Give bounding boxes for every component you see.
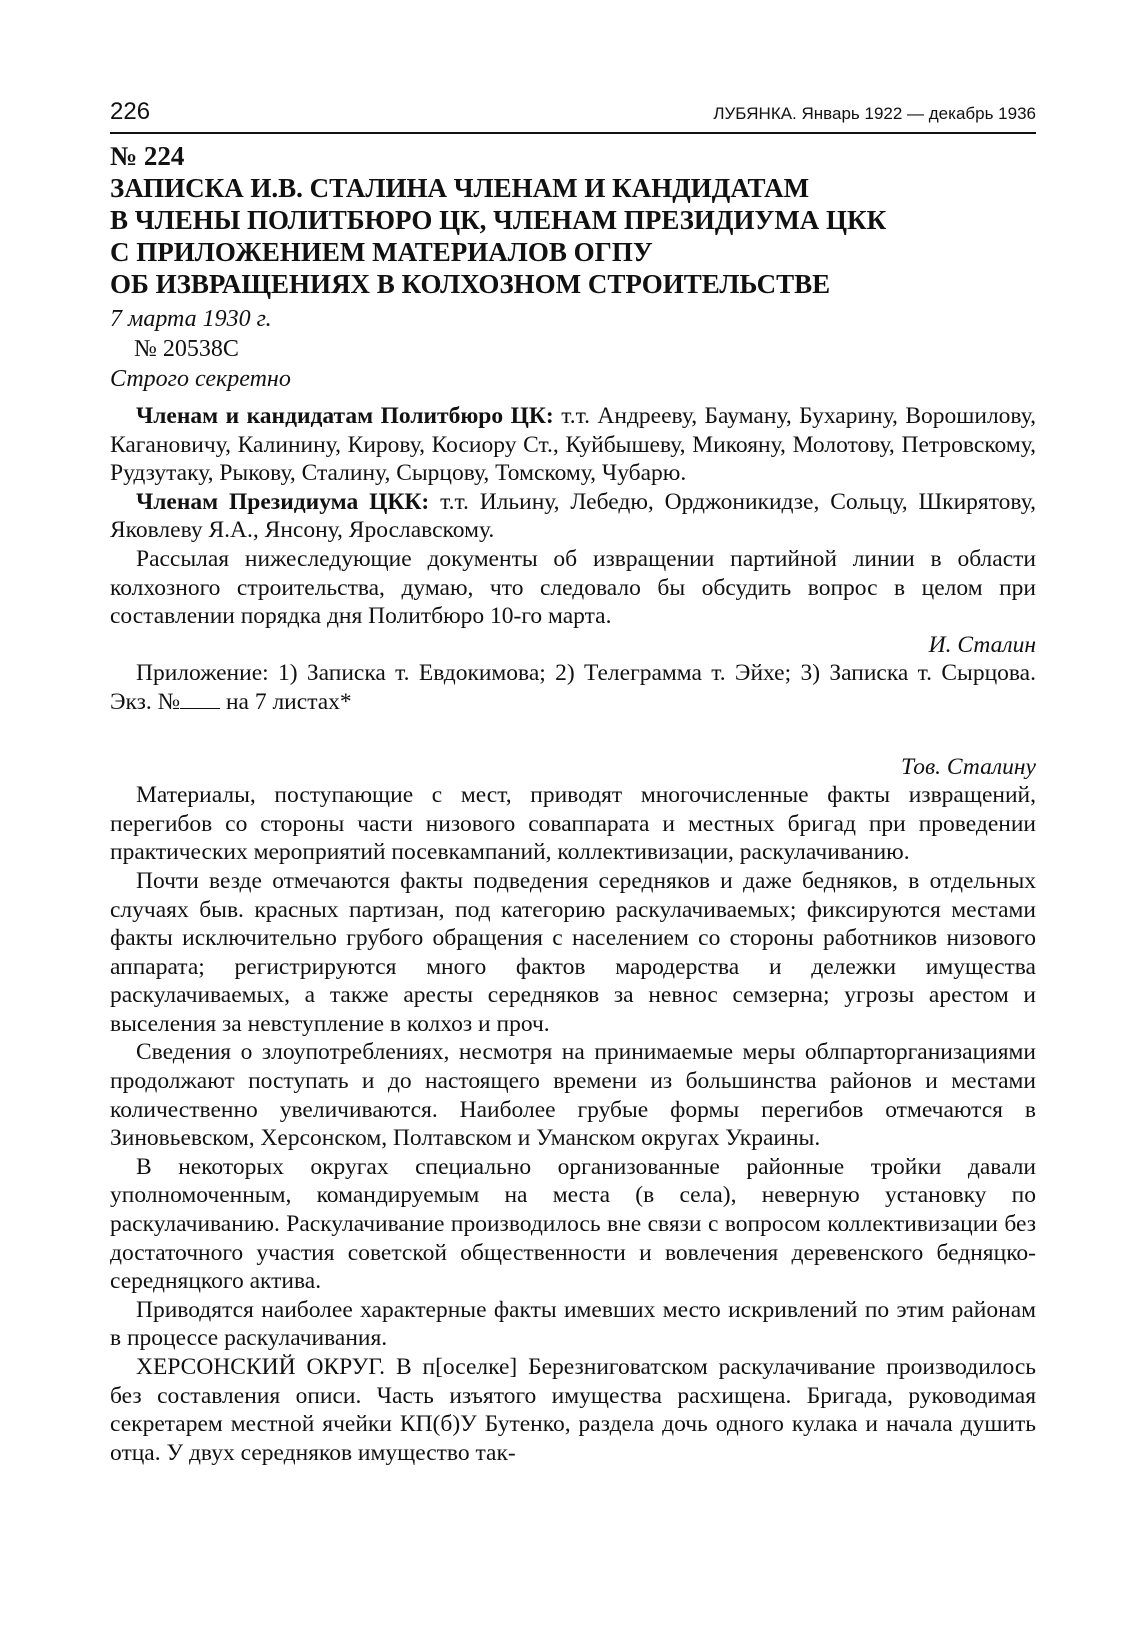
classification-mark: Строго секретно	[110, 366, 291, 392]
document-number: № 224	[110, 141, 185, 171]
addressees-ckk-list: т.т. Ильину, Лебедю, Орджоникидзе, Сольцу, Шкирятову, Яковлеву Я.А., Янсону, Ярославскому.	[110, 488, 1036, 544]
signature: И. Сталин	[928, 631, 1036, 658]
running-header	[110, 98, 1036, 134]
title-line: С ПРИЛОЖЕНИЕМ МАТЕРИАЛОВ ОГПУ	[110, 237, 653, 267]
report-paragraph: Сведения о злоупотреблениях, несмотря на принимаемые меры облпарторганизациями продолжают поступать и до настоящего времени из большинства районов и местами количественно увеличиваются. Наиболее грубые формы перегибов отмечаются в Зиновьевском, Херсонском, Полтавском и Уманском округах Украины.	[110, 1039, 1036, 1152]
addressees-politburo	[110, 402, 1036, 488]
attachment-text: Приложение: 1) Записка т. Евдокимова; 2) Телеграмма т. Эйхе; 3) Записка т. Сырцова. Экз. №	[110, 660, 1036, 715]
addressees-ckk-label: Членам Президиума ЦКК:	[136, 488, 430, 515]
page-number: 226	[110, 98, 151, 125]
document-title	[110, 172, 1036, 300]
title-line: ОБ ИЗВРАЩЕНИЯХ В КОЛХОЗНОМ СТРОИТЕЛЬСТВЕ	[110, 269, 831, 299]
note-body: Рассылая нижеследующие документы об извращении партийной линии в области колхозного строительства, думаю, что следовало бы обсудить вопрос в целом при составлении порядка дня Политбюро 10-го марта.	[110, 545, 1036, 630]
attachment-sheets: на 7 листах*	[220, 688, 352, 715]
report-paragraph: Почти везде отмечаются факты подведения середняков и даже бедняков, в отдельных случаях быв. красных партизан, под категорию раскулачиваемых; фиксируются местами факты исключительно грубого обращения с населением со стороны работников низового аппарата; регистрируются много фактов мародерства и дележки имущества раскулачиваемых, а также аресты середняков за невнос семзерна; угрозы арестом и выселения за невступление в колхоз и проч.	[110, 867, 1036, 1037]
addressees-politburo-label: Членам и кандидатам Политбюро ЦК:	[136, 403, 554, 429]
addressees-ckk	[110, 488, 1036, 545]
report-paragraph: Материалы, поступающие с мест, приводят многочисленные факты извращений, перегибов со стороны части низового соваппарата и местных бригад при проведении практических мероприятий посевкампаний, коллективизации, раскулачиванию.	[110, 782, 1036, 866]
report-paragraph: ХЕРСОНСКИЙ ОКРУГ. В п[оселке] Березниговатском раскулачивание производилось без составления описи. Часть изъятого имущества расхищена. Бригада, руководимая секретарем местной ячейки КП(б)У Бутенко, раздела дочь одного кулака и начала душить отца. У двух середняков имущество так-	[110, 1354, 1036, 1466]
report-paragraph: В некоторых округах специально организованные районные тройки давали уполномоченным, командируемым на места (в села), неверную установку по раскулачиванию. Раскулачивание производилось вне связи с вопросом коллективизации без достаточного участия советской общественности и вовлечения деревенского бедняцко-середняцкого актива.	[110, 1153, 1036, 1295]
title-line: ЗАПИСКА И.В. СТАЛИНА ЧЛЕНАМ И КАНДИДАТАМ	[110, 173, 810, 203]
registration-number: № 20538С	[134, 336, 239, 362]
running-title: ЛУБЯНКА. Январь 1922 — декабрь 1936	[713, 104, 1036, 123]
attachment-list	[110, 659, 1036, 716]
report-addressee: Тов. Сталину	[900, 753, 1036, 780]
title-line: В ЧЛЕНЫ ПОЛИТБЮРО ЦК, ЧЛЕНАМ ПРЕЗИДИУМА ЦКК	[110, 205, 887, 235]
report-paragraph: Приводятся наиболее характерные факты имевших место искривлений по этим районам в процессе раскулачивания.	[110, 1296, 1036, 1352]
addressees-politburo-list: т.т. Андрееву, Бауману, Бухарину, Ворошилову, Кагановичу, Калинину, Кирову, Косиору Ст., Куйбышеву, Микояну, Молотову, Петровскому, Рудзутаку, Рыкову, Сталину, Сырцову, Томскому, Чубарю.	[110, 403, 1036, 487]
document-date: 7 марта 1930 г.	[110, 306, 272, 332]
copy-number-blank	[180, 690, 220, 709]
page-content	[110, 140, 1036, 1467]
